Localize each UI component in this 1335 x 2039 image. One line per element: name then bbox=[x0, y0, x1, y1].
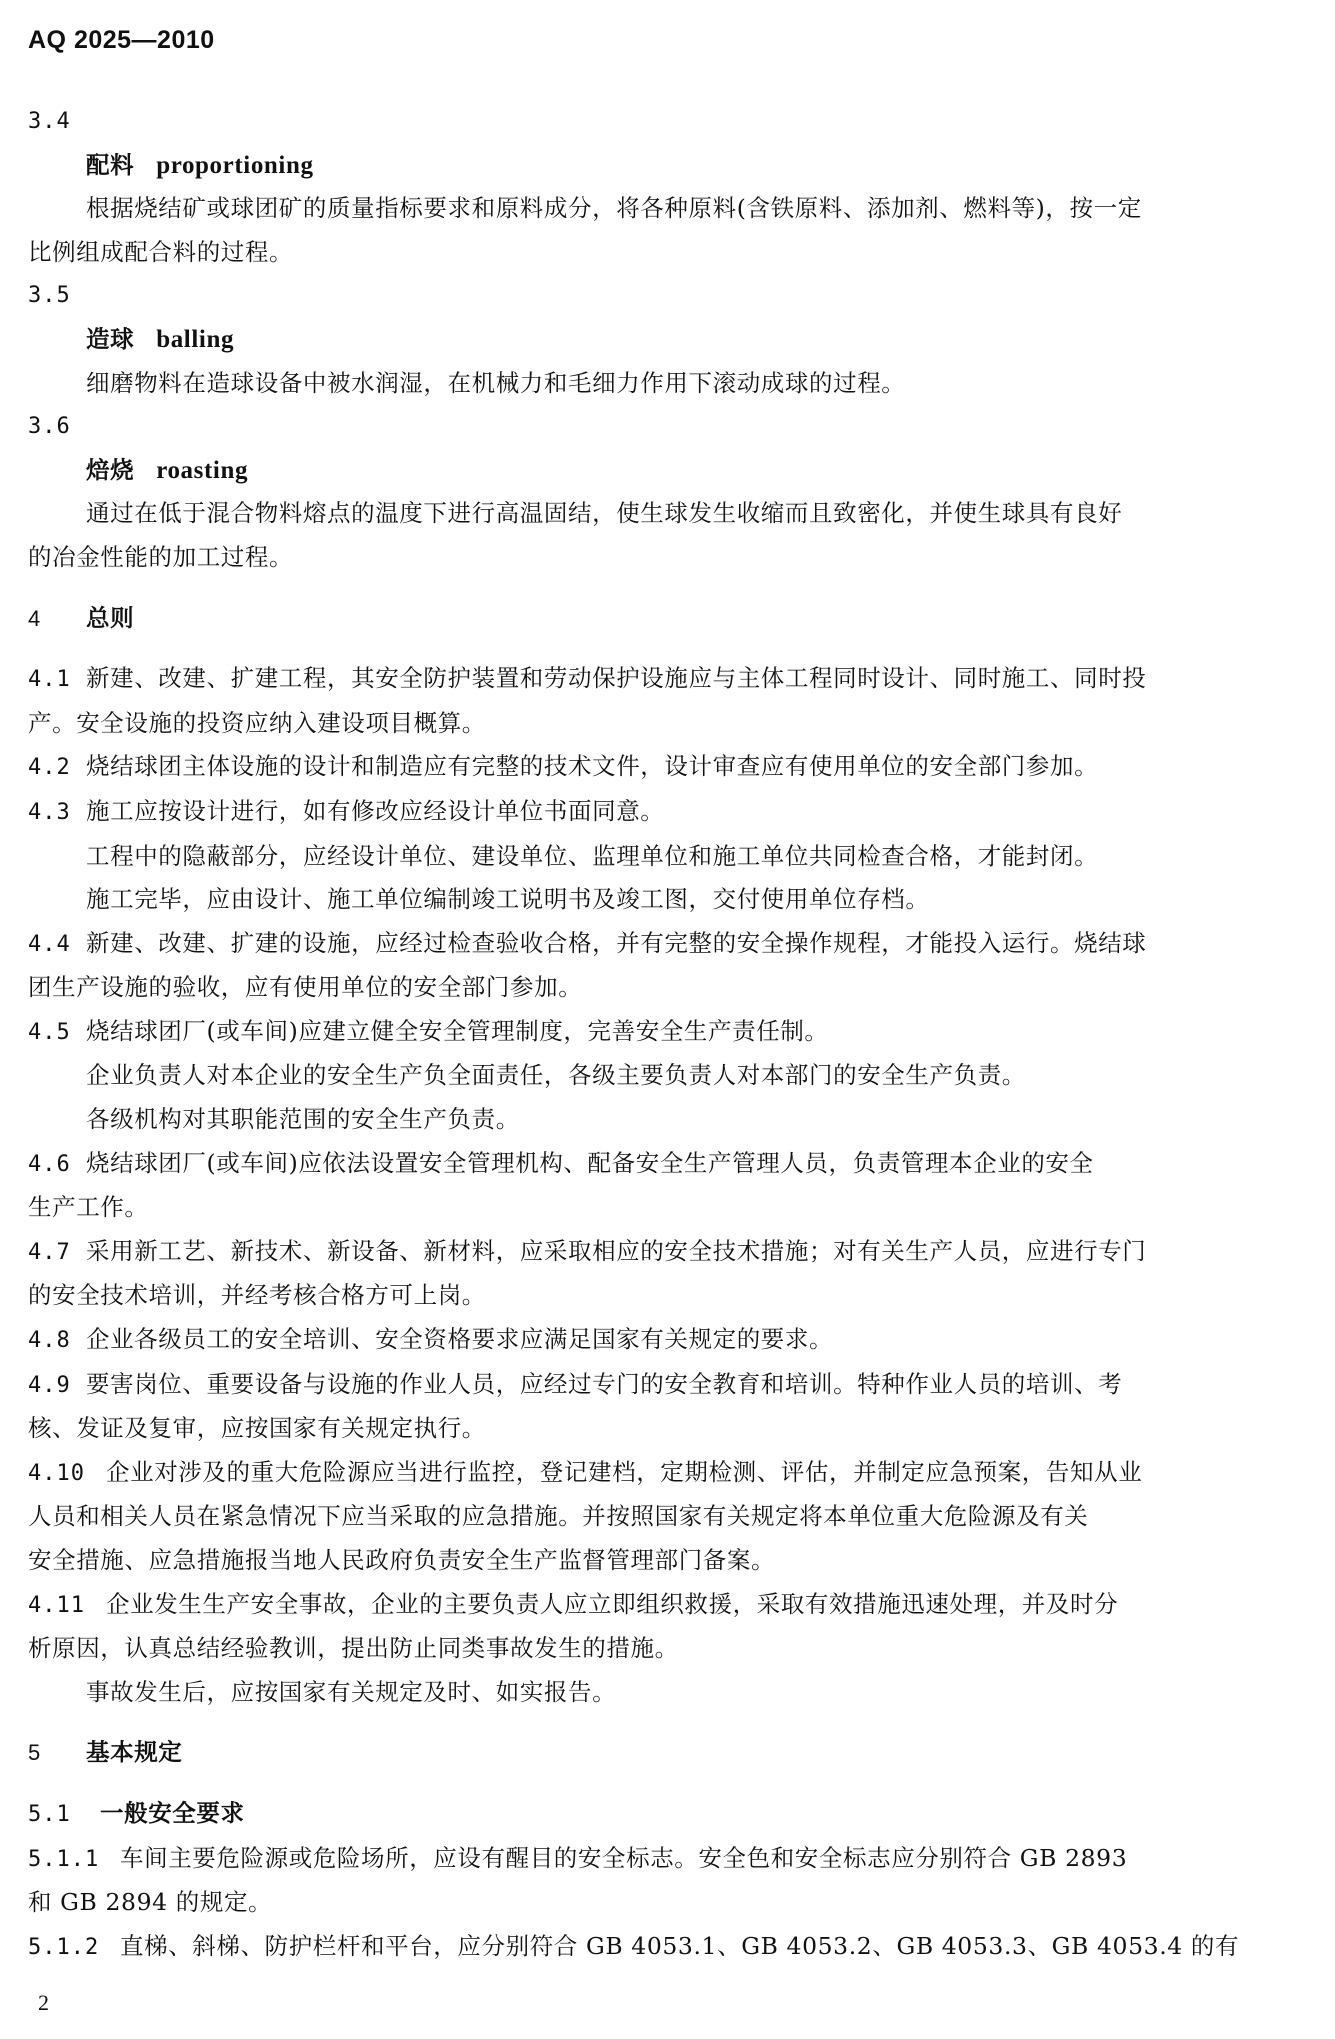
clause-paragraph: 施工完毕，应由设计、施工单位编制竣工说明书及竣工图，交付使用单位存档。 bbox=[86, 885, 930, 914]
term-chinese: 造球 bbox=[86, 324, 135, 353]
clause-continuation: 人员和相关人员在紧急情况下应当采取的应急措施。并按照国家有关规定将本单位重大危险源及有关 bbox=[28, 1502, 1089, 1531]
term-heading bbox=[28, 318, 1308, 362]
term-heading bbox=[28, 144, 1308, 188]
term-chinese: 配料 bbox=[86, 150, 135, 179]
clause-text: 烧结球团厂(或车间)应依法设置安全管理机构、配备安全生产管理人员，负责管理本企业的安全 bbox=[86, 1148, 1094, 1177]
clause-line bbox=[28, 1583, 1308, 1628]
clause-paragraph: 各级机构对其职能范围的安全生产负责。 bbox=[86, 1105, 520, 1134]
term-definition-line: 细磨物料在造球设备中被水润湿，在机械力和毛细力作用下滚动成球的过程。 bbox=[86, 368, 906, 397]
clause-line bbox=[28, 1925, 1308, 1970]
clause-number: 4.9 bbox=[28, 1372, 71, 1398]
clause-number: 5.1.1 bbox=[28, 1846, 100, 1872]
clause-continuation: 团生产设施的验收，应有使用单位的安全部门参加。 bbox=[28, 973, 583, 1002]
clause-number: 4.3 bbox=[28, 799, 71, 825]
clause-number: 4.10 bbox=[28, 1460, 85, 1486]
clause-line bbox=[28, 1230, 1308, 1275]
clause-number: 4.5 bbox=[28, 1019, 71, 1045]
clause-continuation: 生产工作。 bbox=[28, 1193, 149, 1222]
clause-line bbox=[28, 790, 1308, 835]
clause-number: 4.4 bbox=[28, 931, 71, 957]
clause-continuation: 产。安全设施的投资应纳入建设项目概算。 bbox=[28, 708, 486, 737]
clause-number: 4.2 bbox=[28, 755, 71, 781]
clause-number: 5.1.2 bbox=[28, 1934, 100, 1960]
clause-paragraph: 事故发生后，应按国家有关规定及时、如实报告。 bbox=[86, 1677, 617, 1706]
term-english: proportioning bbox=[156, 151, 314, 179]
document-body bbox=[28, 100, 1308, 1969]
clause-text: 车间主要危险源或危险场所，应设有醒目的安全标志。安全色和安全标志应分别符合 GB 2893 bbox=[120, 1843, 1128, 1872]
term-definition-line: 根据烧结矿或球团矿的质量指标要求和原料成分，将各种原料(含铁原料、添加剂、燃料等)，按一定 bbox=[86, 194, 1142, 223]
clause-continuation: 析原因，认真总结经验教训，提出防止同类事故发生的措施。 bbox=[28, 1634, 679, 1663]
term-definition-line: 的冶金性能的加工过程。 bbox=[28, 542, 294, 571]
subsection-number: 5.1 bbox=[28, 1801, 71, 1827]
term-chinese: 焙烧 bbox=[86, 455, 135, 484]
document-code-header: AQ 2025—2010 bbox=[28, 26, 215, 54]
clause-continuation: 和 GB 2894 的规定。 bbox=[28, 1888, 273, 1917]
term-english: balling bbox=[156, 325, 235, 353]
clause-paragraph: 工程中的隐蔽部分，应经设计单位、建设单位、监理单位和施工单位共同检查合格，才能封闭。 bbox=[86, 841, 1099, 870]
section-heading bbox=[28, 597, 1308, 641]
clause-line bbox=[28, 1010, 1308, 1055]
clause-line bbox=[28, 1837, 1308, 1882]
clause-number: 4.6 bbox=[28, 1151, 71, 1177]
clause-number: 4.7 bbox=[28, 1239, 71, 1265]
clause-text: 采用新工艺、新技术、新设备、新材料，应采取相应的安全技术措施；对有关生产人员，应进行专门 bbox=[86, 1236, 1147, 1265]
section-title: 基本规定 bbox=[86, 1738, 183, 1767]
term-definition-line: 比例组成配合料的过程。 bbox=[28, 237, 294, 266]
clause-text: 直梯、斜梯、防护栏杆和平台，应分别符合 GB 4053.1、GB 4053.2、GB 4053.3、GB 4053.4 的有 bbox=[120, 1931, 1240, 1960]
clause-text: 施工应按设计进行，如有修改应经设计单位书面同意。 bbox=[86, 796, 665, 825]
page-number: 2 bbox=[38, 1990, 49, 2015]
section-title: 总则 bbox=[86, 603, 135, 632]
clause-text: 企业发生生产安全事故，企业的主要负责人应立即组织救援，采取有效措施迅速处理，并及时分 bbox=[106, 1589, 1119, 1618]
term-number: 3.6 bbox=[28, 414, 71, 440]
clause-text: 新建、改建、扩建工程，其安全防护装置和劳动保护设施应与主体工程同时设计、同时施工、同时投 bbox=[86, 664, 1147, 693]
clause-text: 烧结球团主体设施的设计和制造应有完整的技术文件，设计审查应有使用单位的安全部门参加。 bbox=[86, 752, 1099, 781]
clause-line bbox=[28, 657, 1308, 702]
clause-text: 烧结球团厂(或车间)应建立健全安全管理制度，完善安全生产责任制。 bbox=[86, 1016, 829, 1045]
clause-number: 4.1 bbox=[28, 667, 71, 693]
clause-line bbox=[28, 1363, 1308, 1408]
clause-continuation: 安全措施、应急措施报当地人民政府负责安全生产监督管理部门备案。 bbox=[28, 1546, 776, 1574]
clause-line bbox=[28, 922, 1308, 967]
term-number: 3.4 bbox=[28, 109, 71, 134]
clause-line bbox=[28, 1451, 1308, 1496]
clause-number: 4.11 bbox=[28, 1592, 85, 1618]
clause-continuation: 核、发证及复审，应按国家有关规定执行。 bbox=[28, 1414, 486, 1443]
clause-text: 企业对涉及的重大危险源应当进行监控，登记建档，定期检测、评估，并制定应急预案，告知从业 bbox=[106, 1457, 1143, 1486]
clause-text: 新建、改建、扩建的设施，应经过检查验收合格，并有完整的安全操作规程，才能投入运行。烧结球 bbox=[86, 928, 1147, 957]
section-number: 5 bbox=[28, 1740, 41, 1766]
clause-text: 要害岗位、重要设备与设施的作业人员，应经过专门的安全教育和培训。特种作业人员的培训、考 bbox=[86, 1369, 1123, 1398]
term-english: roasting bbox=[156, 456, 249, 484]
clause-line bbox=[28, 1142, 1308, 1187]
clause-text: 企业各级员工的安全培训、安全资格要求应满足国家有关规定的要求。 bbox=[86, 1325, 834, 1354]
clause-number: 4.8 bbox=[28, 1328, 71, 1354]
term-definition-line: 通过在低于混合物料熔点的温度下进行高温固结，使生球发生收缩而且致密化，并使生球具有良好 bbox=[86, 499, 1123, 528]
section-heading bbox=[28, 1731, 1308, 1775]
subsection-title: 一般安全要求 bbox=[100, 1798, 245, 1827]
term-number: 3.5 bbox=[28, 283, 71, 309]
clause-line bbox=[28, 745, 1308, 790]
clause-continuation: 的安全技术培训，并经考核合格方可上岗。 bbox=[28, 1281, 486, 1310]
section-number: 4 bbox=[28, 605, 41, 631]
term-heading bbox=[28, 449, 1308, 493]
subsection-heading bbox=[28, 1792, 1308, 1837]
clause-paragraph: 企业负责人对本企业的安全生产负全面责任，各级主要负责人对本部门的安全生产负责。 bbox=[86, 1061, 1026, 1090]
clause-line bbox=[28, 1318, 1308, 1363]
